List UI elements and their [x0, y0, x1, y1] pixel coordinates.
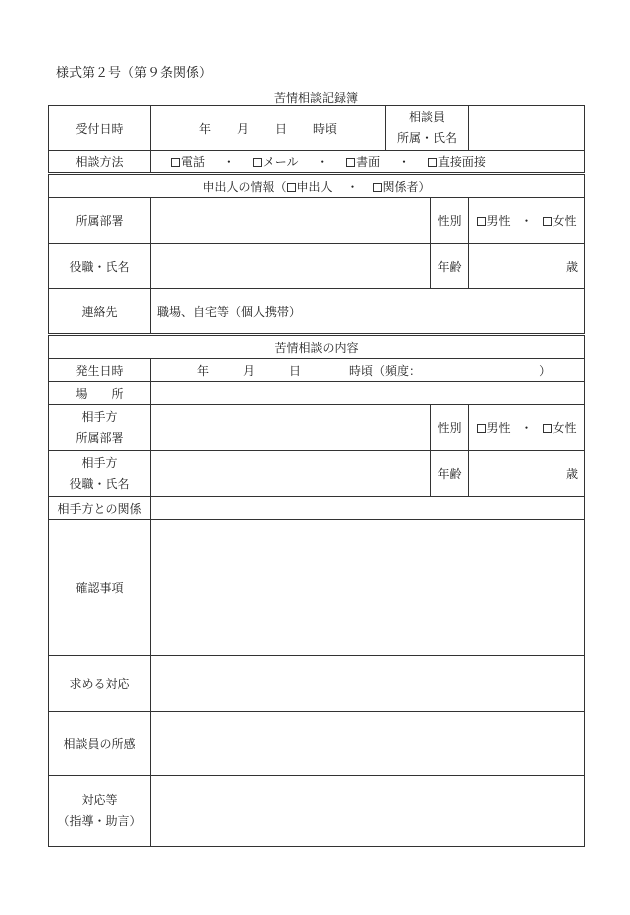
other-position-label-line1: 相手方 [81, 455, 118, 470]
method-sep-2: ・ [316, 155, 329, 169]
opinion-field[interactable] [151, 712, 585, 776]
reception-year: 年 [198, 121, 211, 136]
applicant-contact-note: 職場、自宅等（個人携帯） [157, 304, 302, 319]
relation-field[interactable] [151, 497, 585, 520]
applicant-section-title [49, 174, 585, 198]
occurrence-day: 日 [289, 363, 302, 378]
confirm-row [49, 520, 585, 656]
applicant-self-label: 申出人 [296, 179, 333, 194]
opinion-row [49, 712, 585, 776]
request-row [49, 656, 585, 712]
reception-row [49, 106, 585, 151]
confirm-label: 確認事項 [49, 520, 151, 656]
counselor-field[interactable] [469, 106, 585, 151]
complaint-section-row [49, 335, 585, 359]
reception-day: 日 [275, 121, 288, 136]
applicant-self-checkbox[interactable] [287, 183, 296, 192]
applicant-position-label: 役職・氏名 [49, 244, 151, 289]
applicant-position-row [49, 244, 585, 289]
other-position-field[interactable] [151, 451, 431, 497]
other-dept-row [49, 405, 585, 451]
applicant-section-prefix: 申出人の情報（ [202, 179, 287, 194]
counselor-label-line1: 相談員 [409, 110, 446, 124]
other-position-label [49, 451, 151, 497]
other-dept-field[interactable] [151, 405, 431, 451]
other-position-label-line2: 役職・氏名 [69, 476, 130, 491]
method-options [151, 151, 585, 174]
applicant-section-row [49, 174, 585, 198]
method-row [49, 151, 585, 174]
occurrence-month: 月 [243, 363, 256, 378]
response-label-line2: （指導・助言） [57, 814, 142, 828]
applicant-related-checkbox[interactable] [373, 183, 382, 192]
place-row [49, 382, 585, 405]
form-number: 様式第２号（第９条関係） [56, 66, 213, 81]
method-phone-checkbox[interactable] [171, 158, 180, 167]
other-male-checkbox[interactable] [477, 424, 486, 433]
method-document-checkbox[interactable] [346, 158, 355, 167]
applicant-male-label: 男性 [486, 214, 511, 228]
method-interview-label: 直接面接 [437, 155, 486, 169]
request-field[interactable] [151, 656, 585, 712]
occurrence-label: 発生日時 [49, 359, 151, 382]
method-mail-checkbox[interactable] [253, 158, 262, 167]
complaint-record-table [48, 105, 585, 847]
applicant-age-label: 年齢 [431, 244, 469, 289]
other-dept-label-line1: 相手方 [81, 409, 118, 424]
response-field[interactable] [151, 776, 585, 847]
applicant-sep: ・ [346, 179, 359, 194]
counselor-label [386, 106, 469, 151]
other-age-field[interactable] [469, 451, 585, 497]
occurrence-datetime-field[interactable] [151, 359, 585, 382]
applicant-contact-label: 連絡先 [49, 289, 151, 335]
applicant-gender-options: 男性 ・ 女性 [469, 198, 585, 244]
applicant-dept-label: 所属部署 [49, 198, 151, 244]
other-gender-options: 男性 ・ 女性 [469, 405, 585, 451]
method-sep-3: ・ [397, 155, 410, 169]
relation-row [49, 497, 585, 520]
request-label: 求める対応 [49, 656, 151, 712]
other-age-unit: 歳 [566, 467, 579, 481]
place-field[interactable] [151, 382, 585, 405]
method-sep-1: ・ [222, 155, 235, 169]
applicant-dept-row [49, 198, 585, 244]
occurrence-year: 年 [197, 363, 210, 378]
applicant-contact-field[interactable] [151, 289, 585, 335]
applicant-position-field[interactable] [151, 244, 431, 289]
applicant-dept-field[interactable] [151, 198, 431, 244]
counselor-label-line2: 所属・氏名 [397, 131, 458, 145]
method-mail-label: メール [262, 155, 299, 169]
applicant-contact-row [49, 289, 585, 335]
other-female-checkbox[interactable] [543, 424, 552, 433]
method-document-label: 書面 [356, 155, 381, 169]
applicant-male-checkbox[interactable] [477, 217, 486, 226]
other-gender-label: 性別 [431, 405, 469, 451]
other-dept-label-line2: 所属部署 [75, 430, 124, 445]
response-label-line1: 対応等 [81, 793, 118, 807]
other-position-row [49, 451, 585, 497]
form-title: 苦情相談記録簿 [273, 91, 358, 105]
method-label: 相談方法 [49, 151, 151, 174]
applicant-female-checkbox[interactable] [543, 217, 552, 226]
opinion-label: 相談員の所感 [49, 712, 151, 776]
occurrence-time: 時頃（頻度： [349, 363, 422, 378]
reception-time: 時頃 [313, 121, 338, 136]
other-female-label: 女性 [552, 421, 577, 435]
applicant-related-label: 関係者） [382, 179, 431, 194]
other-dept-label [49, 405, 151, 451]
confirm-field[interactable] [151, 520, 585, 656]
method-phone-label: 電話 [181, 155, 206, 169]
reception-datetime-field[interactable] [151, 106, 386, 151]
applicant-age-field[interactable] [469, 244, 585, 289]
occurrence-row [49, 359, 585, 382]
response-row [49, 776, 585, 847]
applicant-gender-label: 性別 [431, 198, 469, 244]
complaint-section-title: 苦情相談の内容 [49, 335, 585, 359]
response-label [49, 776, 151, 847]
relation-label: 相手方との関係 [49, 497, 151, 520]
other-male-label: 男性 [486, 421, 511, 435]
applicant-age-unit: 歳 [566, 259, 579, 274]
place-label: 場 所 [49, 382, 151, 405]
method-interview-checkbox[interactable] [428, 158, 437, 167]
other-age-label: 年齢 [431, 451, 469, 497]
occurrence-close-paren: ） [539, 363, 552, 378]
applicant-female-label: 女性 [552, 214, 577, 228]
reception-month: 月 [236, 121, 249, 136]
reception-label: 受付日時 [49, 106, 151, 151]
